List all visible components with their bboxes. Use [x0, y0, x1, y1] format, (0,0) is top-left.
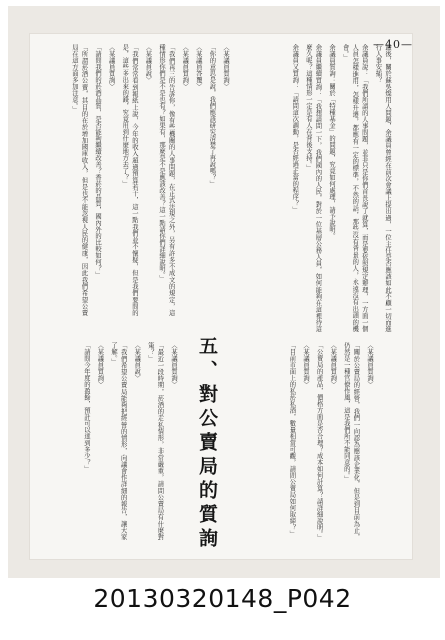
speaker-label: 〈某議員質詢〉: [107, 44, 115, 90]
paragraph: 「目前市面上的私菸私酒，數量相當可觀，請問公賣局如何取締？」: [288, 342, 296, 537]
paragraph: 「公賣局的產品，價格方面是否合理？成本如何計算？請詳細說明。」: [315, 342, 323, 540]
speaker-label: 〈某議員質詢〉: [329, 342, 337, 388]
paragraph: 「請問我們的菸酒品質，是否能夠繼續改善？香菸的品質，國內外的比較如何？」: [94, 44, 102, 278]
speaker-label: 〈某議員說〉: [133, 342, 141, 381]
section-heading: 五、對公賣局的質詢: [196, 336, 218, 552]
speaker-label: 〈某議員答覆〉: [194, 44, 202, 90]
paragraph: 余議員說：「我們所謂的人事問題，並非只是你們首長說了就算，而是要依照規定辦理，一方面一個人員怎樣進用，怎樣升遷，都應有一定的標準，不然的話，那些沒有背景的人，永遠沒有出頭的機會。」: [341, 44, 368, 332]
paragraph: 「所謂菸酒公賣，其目的在於增加國庫收入，但是也不能忽視人民的健康，因此我們希望公賣局在這方面多加注意。」: [70, 44, 88, 316]
paragraph: 余議員繼續質詢：「我想請問一下，我們國內的人民，對於一位基層公務人員，如何能夠在這裡待這麼久呢？這種情形一定是有人在背後支持。」: [304, 44, 322, 332]
speaker-label: 〈某議員說〉: [144, 44, 152, 83]
archive-id-caption: 20130320148_P042: [93, 584, 352, 613]
paragraph: 「我們再三的告訴你，像有些機關的人事問題，在正式法規之外，另有許多不成文的規定，這種情形你們是不是也有？如果有，那麼是不是應該改善？這一點請你們詳細說明。」: [158, 44, 175, 316]
speaker-label: 〈某議員質詢〉: [170, 342, 177, 388]
paragraph: 余議員又質詢：「請問這次調動，是否經過正當的程序？」: [291, 44, 299, 213]
paragraph: 最後，關於蘇吳燦用人問題，余議員曾經在前次會議上提出過，一位主任是否應該如此不顧一切而進行人事安插？: [374, 44, 391, 332]
speaker-label: 〈某議員質詢〉: [366, 342, 373, 388]
paragraph: 「最近一段時期，菸酒的走私情形，非常嚴重，請問公賣局有什麼對策？」: [146, 342, 164, 540]
text-block-lower-right: [232, 342, 374, 540]
paragraph: 「我們常常看到報紙上說，今年的收入超過預算若干，這一點我們並不懷疑，但是我們要問的是，這些多出來的錢，究竟用到什麼地方去了？」: [121, 44, 138, 316]
speaker-label: 〈某議員質詢〉: [222, 44, 229, 90]
paragraph: 「你的意思是說，我們應該研究清楚了再說嗎？」: [208, 44, 216, 187]
paragraph: 余議員質詢：關於「特種基金」的問題，究竟如何處理，請予說明。: [328, 44, 336, 239]
text-block-lower-left: [30, 342, 178, 540]
speaker-label: 〈某議員質詢〉: [302, 342, 310, 388]
text-block-upper-right: [232, 44, 392, 332]
paragraph: 「關於公賣局的經營，我們一向認為應該企業化，但是到目前為止，仍然是一種官僚作風，這是我們所不能同意的。」: [342, 342, 360, 540]
speaker-label: 〈某議員質詢〉: [181, 44, 189, 90]
page-number: —40—: [373, 38, 413, 51]
text-block-upper-left: [30, 44, 230, 316]
paragraph: 「請問今年度的盈餘，預計可以達到多少？」: [82, 342, 90, 472]
speaker-label: 〈某議員質詢〉: [96, 342, 104, 388]
paragraph: 「我們希望公賣局能夠把經營的情形，向議會作詳細的報告，讓大家了解。」: [110, 342, 127, 540]
